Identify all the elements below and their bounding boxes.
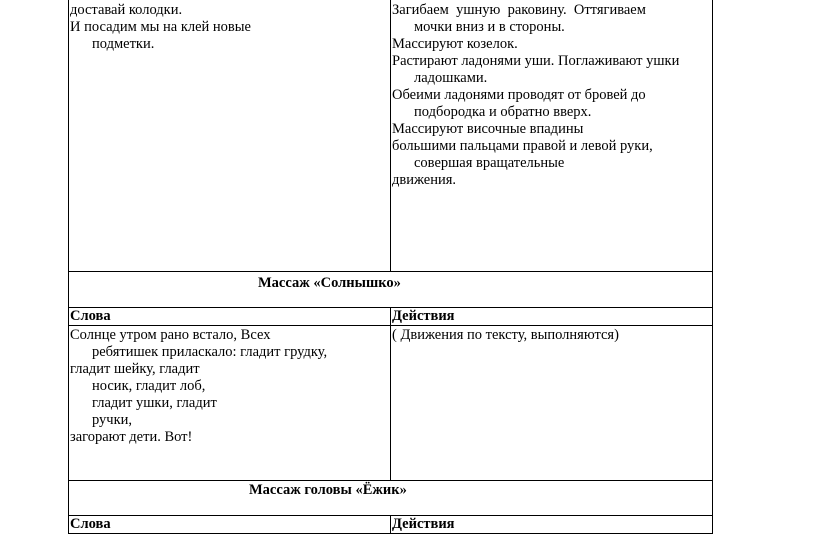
text-line: гладит шейку, гладит xyxy=(70,361,200,377)
text-line: совершая вращательные xyxy=(414,155,565,171)
row-divider-3 xyxy=(68,325,713,326)
text-line: Обеими ладонями проводят от бровей до xyxy=(392,87,646,103)
text-line: мочки вниз и в стороны. xyxy=(414,19,565,35)
row-divider-2 xyxy=(68,307,713,308)
section3-header-actions: Действия xyxy=(392,516,455,532)
text-line: ладошками. xyxy=(414,70,488,86)
section2-title: Массаж «Солнышко» xyxy=(258,275,401,291)
text-line: загорают дети. Вот! xyxy=(70,429,193,445)
text-line: большими пальцами правой и левой руки, xyxy=(392,138,653,154)
text-line: доставай колодки. xyxy=(70,2,183,18)
text-line: Солнце утром рано встало, Всех xyxy=(70,327,271,343)
column-divider-1 xyxy=(390,0,391,271)
text-line: Растирают ладонями уши. Поглаживают ушки xyxy=(392,53,680,69)
section1-words-cell xyxy=(70,2,388,53)
table-left-border xyxy=(68,0,69,534)
text-line: подбородка и обратно вверх. xyxy=(414,104,592,120)
row-divider-1 xyxy=(68,271,713,272)
row-divider-5 xyxy=(68,515,713,516)
text-line: движения. xyxy=(392,172,457,188)
text-line: ( Движения по тексту, выполняются) xyxy=(392,327,619,343)
section2-words-cell xyxy=(70,327,388,446)
column-divider-3 xyxy=(390,515,391,534)
text-line: Массируют козелок. xyxy=(392,36,518,52)
text-line: Массируют височные впадины xyxy=(392,121,584,137)
section2-header-words: Слова xyxy=(70,308,111,324)
row-divider-4 xyxy=(68,480,713,481)
column-divider-2 xyxy=(390,307,391,480)
section3-header-words: Слова xyxy=(70,516,111,532)
text-line: Загибаем ушную раковину. Оттягиваем xyxy=(392,2,646,18)
row-divider-6 xyxy=(68,533,713,534)
text-line: носик, гладит лоб, xyxy=(92,378,206,394)
text-line: ребятишек приласкало: гладит грудку, xyxy=(92,344,328,360)
section2-header-actions: Действия xyxy=(392,308,455,324)
section2-actions-cell xyxy=(392,327,710,344)
text-line: гладит ушки, гладит xyxy=(92,395,217,411)
text-line: ручки, xyxy=(92,412,133,428)
text-line: подметки. xyxy=(92,36,155,52)
section1-actions-cell xyxy=(392,2,710,189)
table-right-border xyxy=(712,0,713,534)
text-line: И посадим мы на клей новые xyxy=(70,19,251,35)
section3-title: Массаж головы «Ёжик» xyxy=(249,482,407,498)
